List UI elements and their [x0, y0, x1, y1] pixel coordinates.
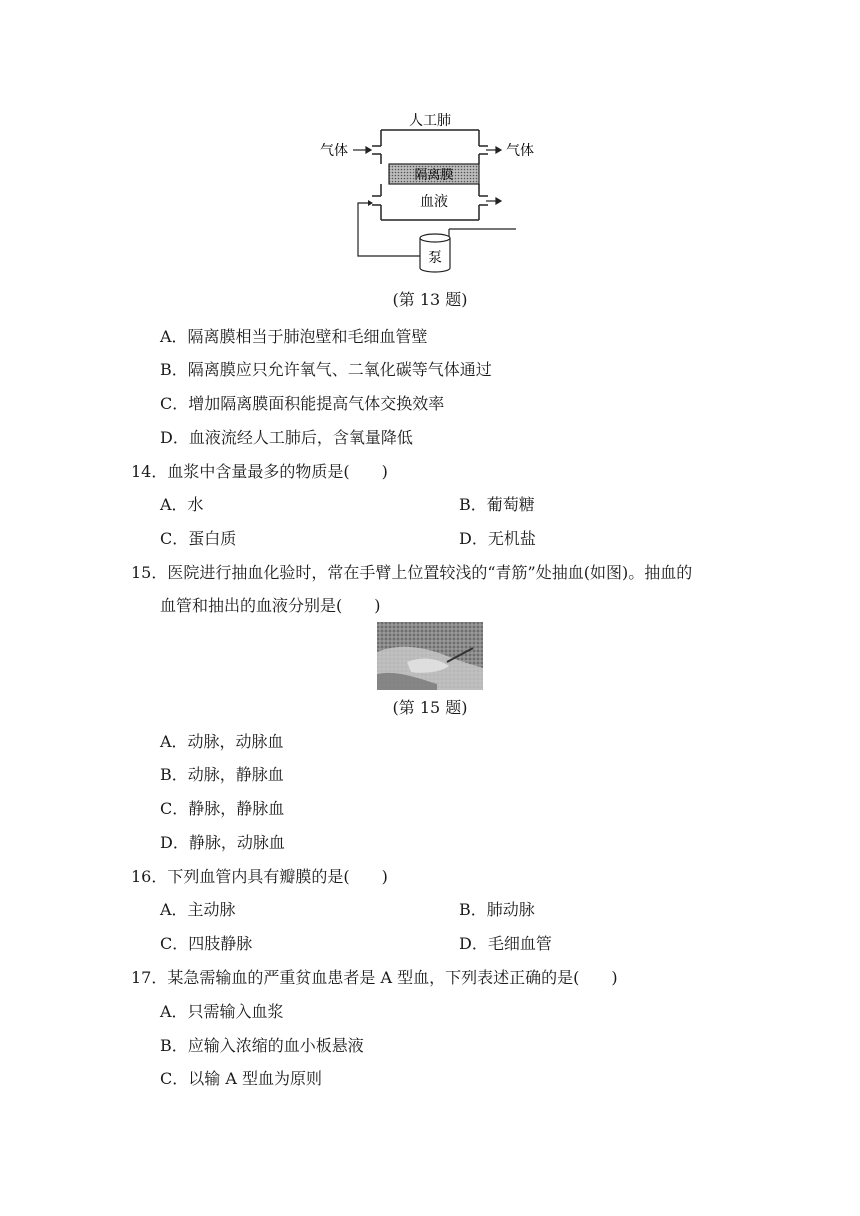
q17-stem: 17．某急需输血的严重贫血患者是 A 型血，下列表述正确的是( ): [131, 968, 618, 987]
q16-stem: 16．下列血管内具有瓣膜的是( ): [131, 867, 388, 886]
blood-draw-photo: [377, 622, 483, 690]
q16-option-b: B．肺动脉: [459, 900, 535, 919]
q15-stem-line2: 血管和抽出的血液分别是( ): [160, 596, 381, 615]
figure-13-caption: (第 13 题): [392, 290, 468, 309]
q15-option-c: C．静脉，静脉血: [160, 799, 285, 818]
q17-option-c: C．以输 A 型血为原则: [160, 1069, 322, 1088]
q15-option-a: A．动脉，动脉血: [160, 732, 284, 751]
blood-out-arrow: [486, 198, 501, 204]
q16-option-d: D．毛细血管: [459, 934, 552, 953]
q15-option-d: D．静脉，动脉血: [160, 833, 285, 852]
q17-option-b: B．应输入浓缩的血小板悬液: [160, 1036, 364, 1055]
q16-option-a: A．主动脉: [160, 900, 236, 919]
q14-option-d: D．无机盐: [459, 529, 536, 548]
gas-in-arrow: [353, 147, 371, 153]
lung-label: 人工肺: [409, 113, 451, 129]
blood-label: 血液: [420, 194, 448, 210]
q16-option-c: C．四肢静脉: [160, 934, 253, 953]
gas-in-label: 气体: [320, 143, 348, 159]
figure-15-caption: (第 15 题): [392, 698, 468, 717]
q17-option-a: A．只需输入血浆: [160, 1002, 284, 1021]
q14-stem: 14．血浆中含量最多的物质是( ): [131, 462, 388, 481]
q15-stem-line1: 15．医院进行抽血化验时，常在手臂上位置较浅的“青筋”处抽血(如图)。抽血的: [131, 563, 693, 582]
q13-option-a: A．隔离膜相当于肺泡壁和毛细血管壁: [160, 327, 428, 346]
gas-out-label: 气体: [506, 143, 534, 159]
artificial-lung-diagram: [310, 108, 540, 278]
q15-option-b: B．动脉，静脉血: [160, 765, 284, 784]
q14-option-a: A．水: [160, 495, 204, 514]
q14-option-c: C．蛋白质: [160, 529, 237, 548]
q13-option-b: B．隔离膜应只允许氧气、二氧化碳等气体通过: [160, 360, 492, 379]
q13-option-c: C．增加隔离膜面积能提高气体交换效率: [160, 394, 445, 413]
q13-option-d: D．血液流经人工肺后，含氧量降低: [160, 428, 413, 447]
pump-label: 泵: [428, 250, 442, 266]
q14-option-b: B．葡萄糖: [459, 495, 535, 514]
membrane-label: 隔离膜: [414, 168, 454, 183]
gas-out-arrow: [486, 147, 501, 153]
